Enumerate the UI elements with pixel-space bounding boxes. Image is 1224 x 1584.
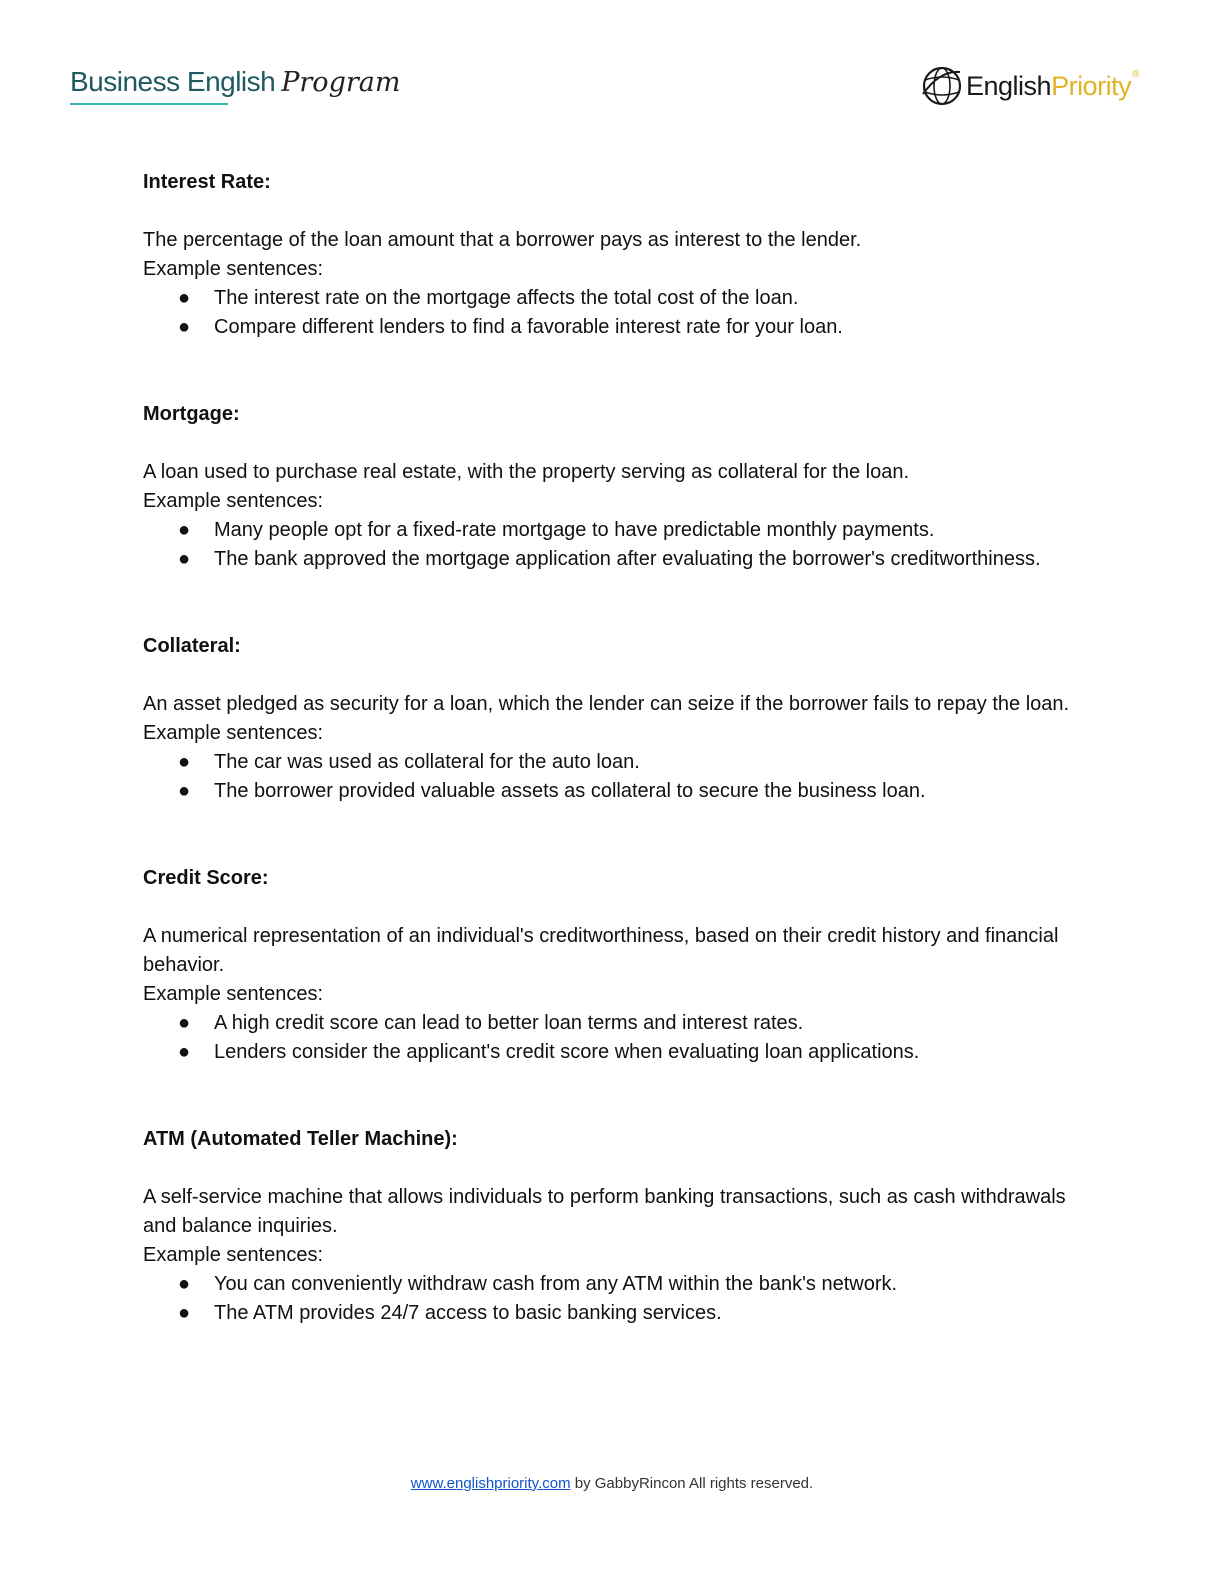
document-body [143, 168, 1083, 1386]
term-definition: A self-service machine that allows individuals to perform banking transactions, such as cash withdrawals and balance inquiries. [143, 1186, 1066, 1237]
term-definition: An asset pledged as security for a loan, which the lender can seize if the borrower fails to repay the loan. [143, 693, 1070, 715]
bullet-icon: ● [178, 287, 191, 309]
example-label: Example sentences: [143, 258, 324, 280]
example-text: The ATM provides 24/7 access to basic banking services. [214, 1302, 722, 1324]
example-item [143, 748, 1083, 777]
copyright-text: by GabbyRincon All rights reserved. [570, 1475, 814, 1492]
term-heading: Credit Score: [143, 867, 269, 889]
section-atm [143, 1125, 1083, 1328]
bullet-icon: ● [178, 519, 191, 541]
example-text: Lenders consider the applicant's credit score when evaluating loan applications. [214, 1041, 920, 1063]
logo-priority-text: Priority [1051, 70, 1132, 101]
example-label: Example sentences: [143, 983, 324, 1005]
example-text: You can conveniently withdraw cash from any ATM within the bank's network. [214, 1273, 898, 1295]
term-definition: The percentage of the loan amount that a borrower pays as interest to the lender. [143, 229, 862, 251]
example-item [143, 1009, 1083, 1038]
section-interest-rate [143, 168, 1083, 342]
section-collateral [143, 632, 1083, 806]
example-list [143, 516, 1083, 574]
bullet-icon: ● [178, 548, 191, 570]
example-label: Example sentences: [143, 1244, 324, 1266]
example-text: The borrower provided valuable assets as collateral to secure the business loan. [214, 780, 926, 802]
bullet-icon: ● [178, 780, 191, 802]
term-heading: Mortgage: [143, 403, 240, 425]
example-item [143, 1038, 1083, 1067]
bullet-icon: ● [178, 751, 191, 773]
section-credit-score [143, 864, 1083, 1067]
example-item [143, 1299, 1083, 1328]
example-label: Example sentences: [143, 722, 324, 744]
logo-english-text: English [966, 70, 1052, 101]
bullet-icon: ● [178, 316, 191, 338]
example-list [143, 1009, 1083, 1067]
term-heading: Collateral: [143, 635, 241, 657]
bullet-icon: ● [178, 1041, 191, 1063]
example-list [143, 748, 1083, 806]
page-header [0, 0, 1224, 130]
example-text: The interest rate on the mortgage affects the total cost of the loan. [214, 287, 799, 309]
example-text: Many people opt for a fixed-rate mortgage to have predictable monthly payments. [214, 519, 935, 541]
term-definition: A numerical representation of an individual's creditworthiness, based on their credit history and financial behavior. [143, 925, 1059, 976]
bullet-icon: ● [178, 1273, 191, 1295]
example-text: The bank approved the mortgage application after evaluating the borrower's creditworthiness. [214, 548, 1041, 570]
bullet-icon: ● [178, 1012, 191, 1034]
example-item [143, 313, 1083, 342]
example-item [143, 777, 1083, 806]
example-text: A high credit score can lead to better loan terms and interest rates. [214, 1012, 804, 1034]
example-list [143, 1270, 1083, 1328]
logo-business-english-text: Business English [70, 66, 276, 97]
registered-mark: ® [1132, 68, 1140, 80]
example-text: Compare different lenders to find a favorable interest rate for your loan. [214, 316, 843, 338]
example-item [143, 516, 1083, 545]
term-definition: A loan used to purchase real estate, with the property serving as collateral for the loan. [143, 461, 909, 483]
website-link[interactable]: www.englishpriority.com [410, 1475, 571, 1492]
section-mortgage [143, 400, 1083, 574]
example-item [143, 545, 1083, 574]
bullet-icon: ● [178, 1302, 191, 1324]
globe-icon [920, 64, 964, 108]
term-heading: Interest Rate: [143, 171, 271, 193]
example-item [143, 1270, 1083, 1299]
logo-program-text: Program [281, 67, 401, 98]
business-english-program-logo [70, 66, 400, 114]
logo-underline [70, 103, 228, 105]
english-priority-logo [920, 62, 1139, 110]
term-heading: ATM (Automated Teller Machine): [143, 1128, 458, 1150]
page-footer [0, 1475, 1224, 1492]
example-list [143, 284, 1083, 342]
example-text: The car was used as collateral for the auto loan. [214, 751, 640, 773]
example-label: Example sentences: [143, 490, 324, 512]
example-item [143, 284, 1083, 313]
